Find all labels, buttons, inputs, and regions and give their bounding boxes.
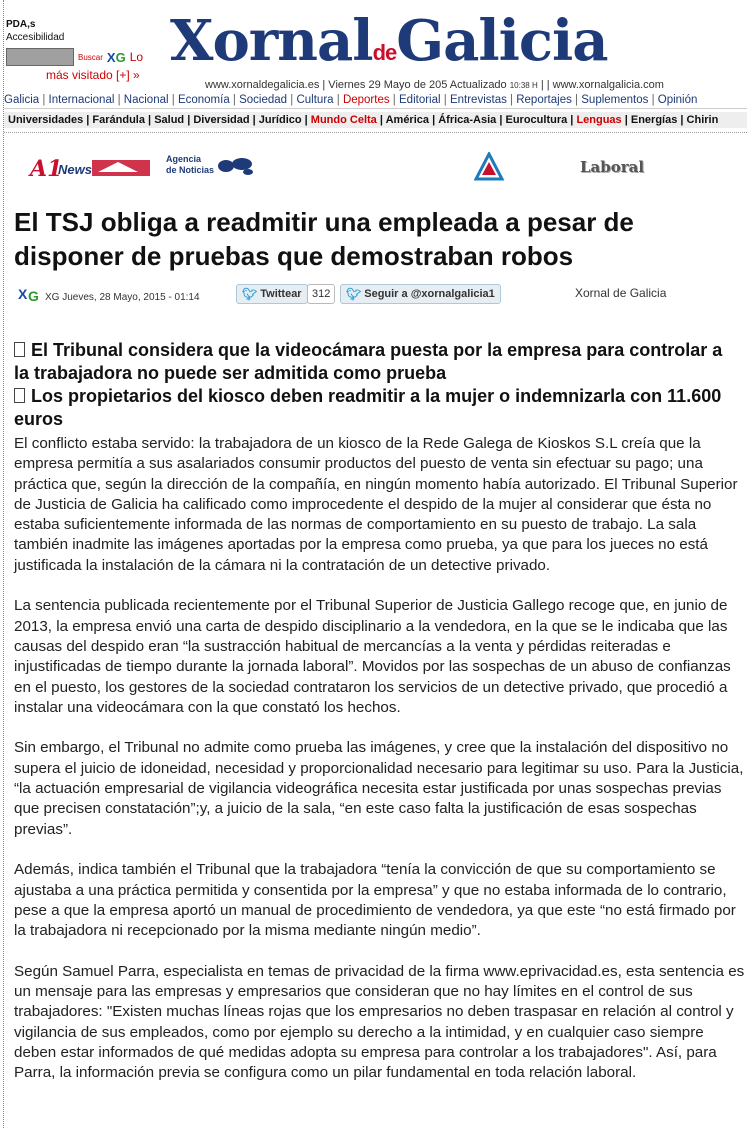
nav-separator: | bbox=[648, 94, 658, 106]
nav-separator: | bbox=[333, 94, 343, 106]
article-paragraph: El conflicto estaba servido: la trabajadora de un kiosco de la Rede Galega de Kioskos S.L creía que la empresa permitía a sus asalariados consumir productos del puesto de venta sin efectuar su pago; una práctica que, según la dirección de la compañía, en ningún momento había autorizado. El Tribunal Superior de Justicia de Galicia ha calificado como improcedente el despido de la mujer al considerar que ésta no estaba suficientemente informada de las normas de comportamiento en su puesto de trabajo. La sala también inadmite las imágenes aportadas por la empresa como prueba, ya que para los jueces no está justificada la instalación de la cámara ni la contratación de un detective privado. bbox=[14, 435, 738, 574]
twitter-bird-icon: 🐦︎ bbox=[242, 287, 258, 301]
article-subtitles bbox=[14, 339, 739, 431]
follow-button[interactable]: 🐦︎ Seguir a @xornalgalicia1 bbox=[340, 284, 501, 304]
search-row bbox=[6, 48, 146, 66]
nav-separator: | bbox=[83, 114, 93, 126]
nav-separator: | bbox=[287, 94, 297, 106]
nav-separator: | bbox=[440, 94, 450, 106]
lo-link[interactable]: Lo bbox=[129, 49, 144, 64]
nav-separator: | bbox=[496, 114, 506, 126]
xg-mini-logo[interactable]: XG bbox=[106, 49, 126, 65]
nav-separator: | bbox=[621, 114, 631, 126]
subnav-item-africa-asia[interactable]: África-Asia bbox=[438, 114, 497, 126]
subnav-item-juridico[interactable]: Jurídico bbox=[258, 114, 302, 126]
nav-separator: | bbox=[184, 114, 194, 126]
twitter-bird-icon: 🐦︎ bbox=[346, 287, 362, 301]
svg-text:X: X bbox=[18, 286, 28, 302]
article-paragraph: La sentencia publicada recientemente por el Tribunal Superior de Justicia Gallego recoge que, en junio de 2013, la empresa envió una carta de despido disciplinario a la vendedora, en la que se le indicaba que las causas del despido eran “la sustracción habitual de mercancías a la venta y pérdidas reiteradas e injustificadas de tiempo durante la jornada laboral”. Movidos por las sospechas de un abuso de confianzas en el puesto, los gestores de la sociedad contrataron los servicios de un detective privado, que procedió a instalar una videocámara con la que constató los hechos. bbox=[14, 597, 731, 716]
nav-item-suplementos[interactable]: Suplementos bbox=[581, 94, 649, 106]
article-paragraph: Además, indica también el Tribunal que la trabajadora “tenía la convicción de que su comportamiento se ajustaba a una práctica permitida y consentida por la empresa” y que no estaba informada de lo contrario, pese a que la empresa aportó un manual de procedimiento de vendedora, ya que este “no está firmado por la trabajadora ni recepcionado por la misma mediante ningún medio”. bbox=[14, 861, 736, 940]
secondary-nav bbox=[4, 112, 747, 128]
agencia-banner[interactable]: Agencia de Noticias bbox=[166, 154, 215, 175]
article-source: Xornal de Galicia bbox=[575, 286, 667, 300]
main-nav bbox=[4, 94, 747, 109]
dateline: www.xornaldegalicia.es | Viernes 29 Mayo de 205 Actualizado 10:38 H | | www.xornalgalicia.com bbox=[205, 79, 664, 91]
svg-text:A1: A1 bbox=[30, 156, 63, 182]
article-title: El TSJ obliga a readmitir una empleada a pesar de disponer de pruebas que demostraban robos bbox=[14, 207, 634, 271]
left-border bbox=[3, 0, 4, 1128]
nav-separator: | bbox=[168, 94, 178, 106]
most-visited-link[interactable]: más visitado [+] » bbox=[46, 68, 140, 82]
subnav-item-lenguas[interactable]: Lenguas bbox=[576, 114, 622, 126]
divider bbox=[4, 132, 747, 133]
tweet-count: 312 bbox=[307, 284, 335, 304]
nav-item-opinion[interactable]: Opinión bbox=[657, 94, 698, 106]
nav-item-entrevistas[interactable]: Entrevistas bbox=[449, 94, 507, 106]
nav-separator: | bbox=[144, 114, 155, 126]
article-meta bbox=[18, 283, 718, 305]
subnav-item-salud[interactable]: Salud bbox=[154, 114, 185, 126]
top-left-tools bbox=[6, 18, 146, 82]
banner-row bbox=[28, 148, 728, 188]
nav-separator: | bbox=[376, 114, 386, 126]
article-body bbox=[14, 434, 746, 1104]
nav-item-internacional[interactable]: Internacional bbox=[48, 94, 115, 106]
nav-item-galicia[interactable]: Galicia bbox=[4, 94, 40, 106]
subnav-item-eurocultura[interactable]: Eurocultura bbox=[505, 114, 568, 126]
nav-item-editorial[interactable]: Editorial bbox=[399, 94, 441, 106]
nav-item-reportajes[interactable]: Reportajes bbox=[516, 94, 572, 106]
subnav-item-diversidad[interactable]: Diversidad bbox=[193, 114, 250, 126]
nav-separator: | bbox=[39, 94, 49, 106]
warning-triangle-icon[interactable] bbox=[474, 152, 504, 182]
pda-link[interactable]: PDA,s bbox=[6, 19, 36, 30]
nav-item-nacional[interactable]: Nacional bbox=[123, 94, 169, 106]
news-banner[interactable] bbox=[28, 152, 153, 182]
nav-separator: | bbox=[249, 114, 259, 126]
nav-item-economia[interactable]: Economía bbox=[177, 94, 230, 106]
article-paragraph: Según Samuel Parra, especialista en temas de privacidad de la firma www.eprivacidad.es, esta sentencia es un mensaje para las empresas y empresarios que consideran que no hay límites en el control de sus trabajadores: "Existen muchas líneas rojas que los empresarios no deben traspasar en relación al control y vigilancia de sus empleados, como por ejemplo su derecho a la intimidad, y en cualquier caso siempre deben estar informados de qué medidas adopta su empresa para controlar a los trabajadores". Así, para Parra, la información previa se configura como un pilar fundamental en toda relación laboral. bbox=[14, 962, 745, 1082]
nav-separator: | bbox=[506, 94, 517, 106]
nav-separator: | bbox=[389, 94, 399, 106]
bullet-square-icon bbox=[14, 342, 25, 357]
search-button[interactable]: Buscar bbox=[78, 52, 103, 62]
bullet-square-icon bbox=[14, 388, 25, 403]
news-text: News bbox=[58, 162, 92, 177]
nav-separator: | bbox=[567, 114, 577, 126]
accessibility-link[interactable]: Accesibilidad bbox=[6, 32, 65, 43]
nav-separator: | bbox=[677, 114, 687, 126]
nav-separator: | bbox=[301, 114, 311, 126]
subnav-item-america[interactable]: América bbox=[385, 114, 430, 126]
nav-item-cultura[interactable]: Cultura bbox=[296, 94, 334, 106]
subnav-item-energias[interactable]: Energías bbox=[630, 114, 678, 126]
subnav-item-universidades[interactable]: Universidades bbox=[8, 114, 84, 126]
subnav-item-farandula[interactable]: Farándula bbox=[92, 114, 145, 126]
site-logo[interactable]: XornaldeGalicia bbox=[170, 8, 608, 74]
nav-item-deportes[interactable]: Deportes bbox=[342, 94, 390, 106]
world-map-icon bbox=[216, 154, 256, 178]
update-time: 10:38 H bbox=[509, 81, 538, 90]
logo-de: de bbox=[372, 40, 397, 65]
subtitle-item: El Tribunal considera que la videocámara puesta por la empresa para controlar a la trabajadora no puede ser admitida como prueba bbox=[14, 340, 723, 383]
nav-separator: | bbox=[571, 94, 582, 106]
nav-separator: | bbox=[429, 114, 439, 126]
svg-text:G: G bbox=[28, 288, 39, 303]
author-date: XG Jueves, 28 Mayo, 2015 - 01:14 bbox=[45, 292, 200, 303]
laboral-banner[interactable]: Laboral bbox=[580, 158, 645, 176]
subnav-item-chirin[interactable]: Chirin bbox=[686, 114, 719, 126]
nav-separator: | bbox=[229, 94, 240, 106]
subnav-item-mundo-celta[interactable]: Mundo Celta bbox=[310, 114, 377, 126]
article-paragraph: Sin embargo, el Tribunal no admite como prueba las imágenes, y cree que la instalación del dispositivo no supera el juicio de idoneidad, necesidad y proporcionalidad necesario para legitimar su uso. Para la Justicia, “la actuación empresarial de vigilancia videográfica necesita estar justificada por unas sospechas previas que precisen constatación”;y, a juicio de la sala, “en este caso falta la justificación de esas sospechas previas”. bbox=[14, 739, 744, 838]
tweet-button[interactable]: 🐦︎ Twittear bbox=[236, 284, 308, 304]
subtitle-item: Los propietarios del kiosco deben readmitir a la mujer o indemnizarla con 11.600 euros bbox=[14, 386, 722, 429]
search-input[interactable] bbox=[6, 48, 74, 66]
xg-author-icon bbox=[18, 285, 42, 303]
nav-item-sociedad[interactable]: Sociedad bbox=[239, 94, 288, 106]
nav-separator: | bbox=[114, 94, 124, 106]
